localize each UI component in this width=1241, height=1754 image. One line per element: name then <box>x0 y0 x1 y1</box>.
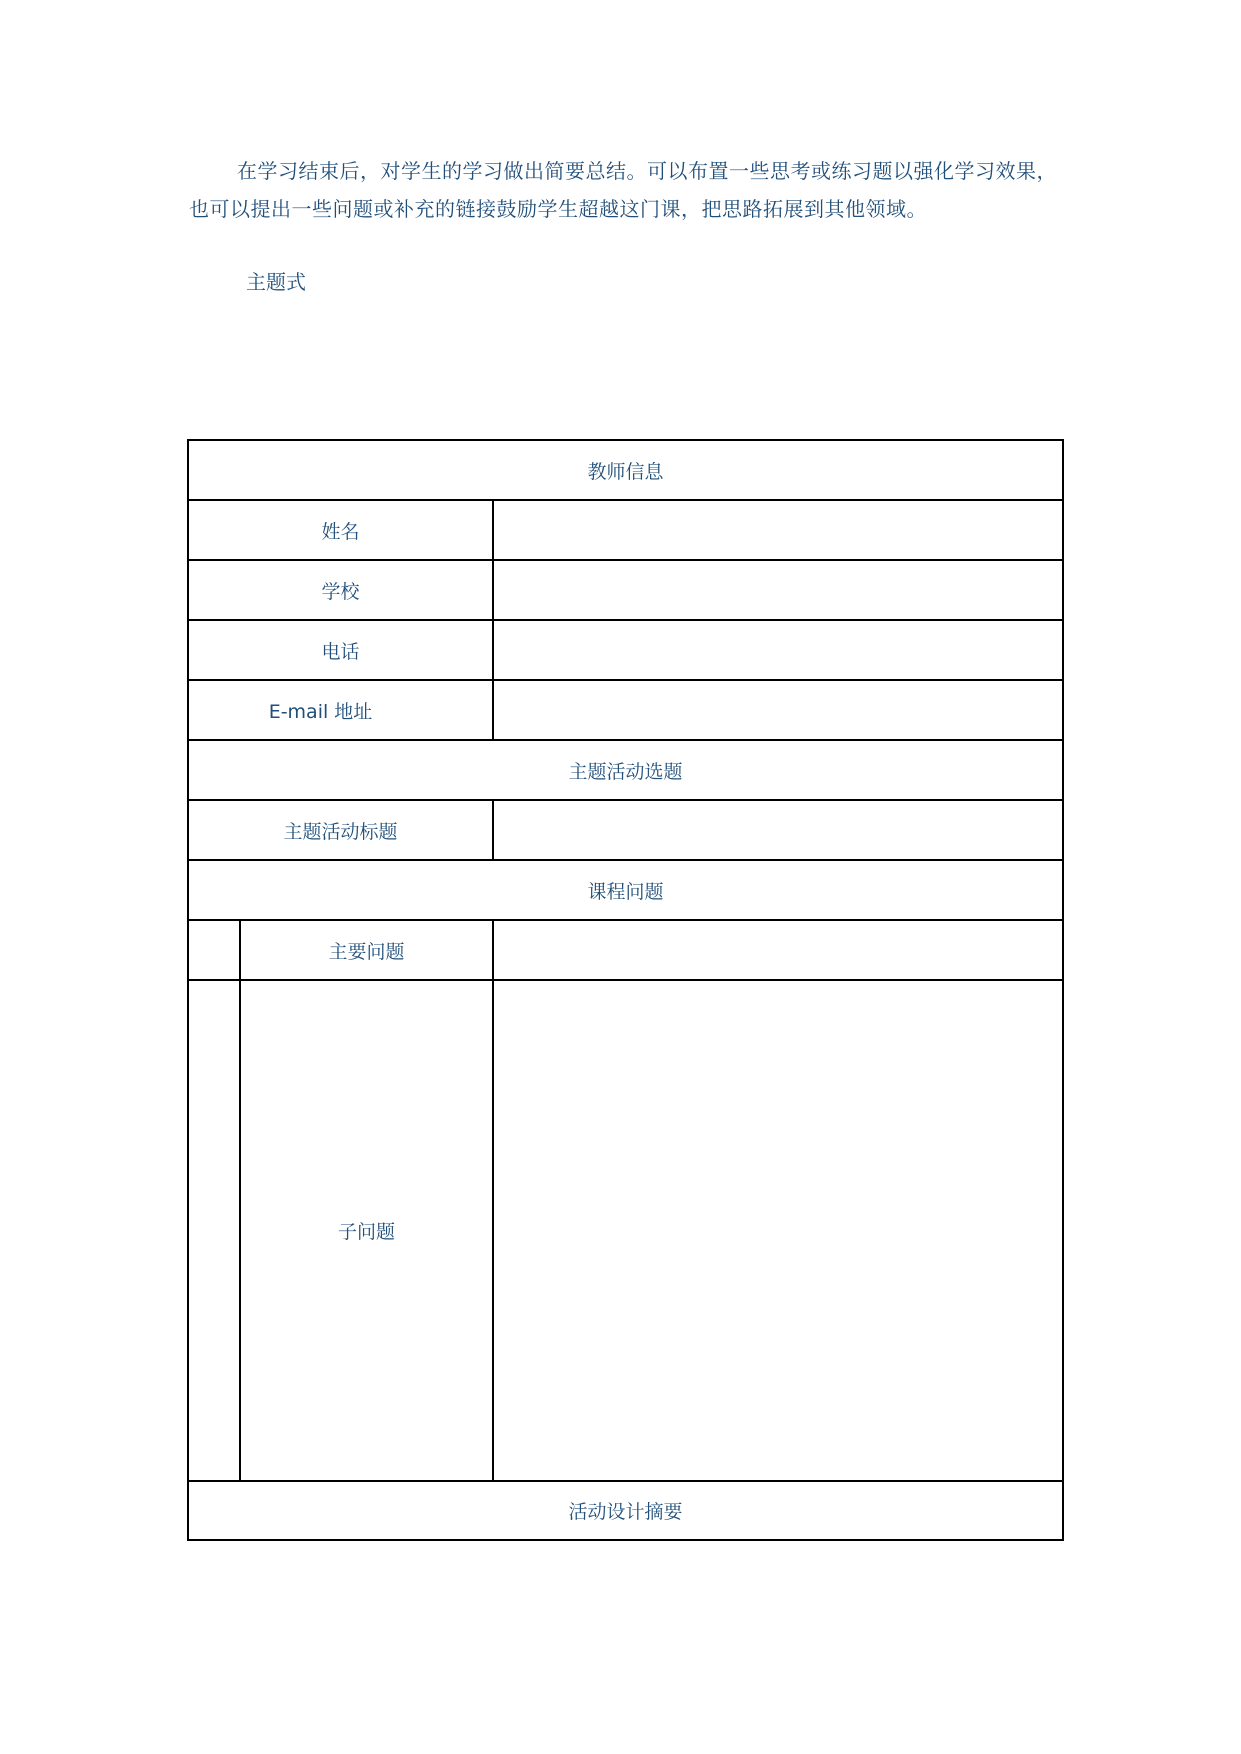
sub-question-spacer-cell <box>188 980 240 1481</box>
school-field[interactable] <box>493 560 1063 620</box>
sub-question-field[interactable] <box>493 980 1063 1481</box>
name-label: 姓名 <box>321 520 360 543</box>
table-row <box>188 560 1063 620</box>
topic-selection-header <box>188 740 1063 800</box>
course-questions-header <box>188 860 1063 920</box>
email-label-cell <box>188 680 493 740</box>
phone-label: 电话 <box>321 640 360 663</box>
main-question-spacer-cell <box>188 920 240 980</box>
email-label-latin: E-mail <box>268 700 329 723</box>
main-question-label-cell <box>240 920 493 980</box>
sub-question-label-cell <box>240 980 493 1481</box>
table-row <box>188 980 1063 1481</box>
topic-title-label: 主题活动标题 <box>283 820 398 843</box>
table-row <box>188 920 1063 980</box>
email-field[interactable] <box>493 680 1063 740</box>
name-label-cell <box>188 500 493 560</box>
topic-title-label-cell <box>188 800 493 860</box>
phone-field[interactable] <box>493 620 1063 680</box>
school-label-cell <box>188 560 493 620</box>
activity-summary-header <box>188 1481 1063 1540</box>
main-question-field[interactable] <box>493 920 1063 980</box>
activity-summary-header-label: 活动设计摘要 <box>568 1501 683 1523</box>
table-row <box>188 440 1063 500</box>
teacher-form-table <box>187 439 1064 1541</box>
sub-question-label: 子问题 <box>337 1221 395 1243</box>
section-subheading: 主题式 <box>246 270 306 294</box>
intro-paragraph: 在学习结束后，对学生的学习做出简要总结。可以布置一些思考或练习题以强化学习效果，也可以提出一些问题或补充的链接鼓励学生超越这门课，把思路拓展到其他领域。 <box>189 159 1057 221</box>
course-questions-header-label: 课程问题 <box>587 880 664 903</box>
teacher-info-header <box>188 440 1063 500</box>
school-label: 学校 <box>321 580 360 603</box>
topic-selection-header-label: 主题活动选题 <box>568 760 683 783</box>
teacher-info-header-label: 教师信息 <box>587 460 664 483</box>
table-row <box>188 800 1063 860</box>
table-row <box>188 500 1063 560</box>
table-row <box>188 860 1063 920</box>
name-field[interactable] <box>493 500 1063 560</box>
table-row <box>188 620 1063 680</box>
main-question-label: 主要问题 <box>328 940 405 963</box>
phone-label-cell <box>188 620 493 680</box>
table-row <box>188 740 1063 800</box>
email-label <box>269 701 373 723</box>
table-row <box>188 1481 1063 1540</box>
topic-title-field[interactable] <box>493 800 1063 860</box>
table-row <box>188 680 1063 740</box>
email-label-cjk: 地址 <box>328 700 373 723</box>
